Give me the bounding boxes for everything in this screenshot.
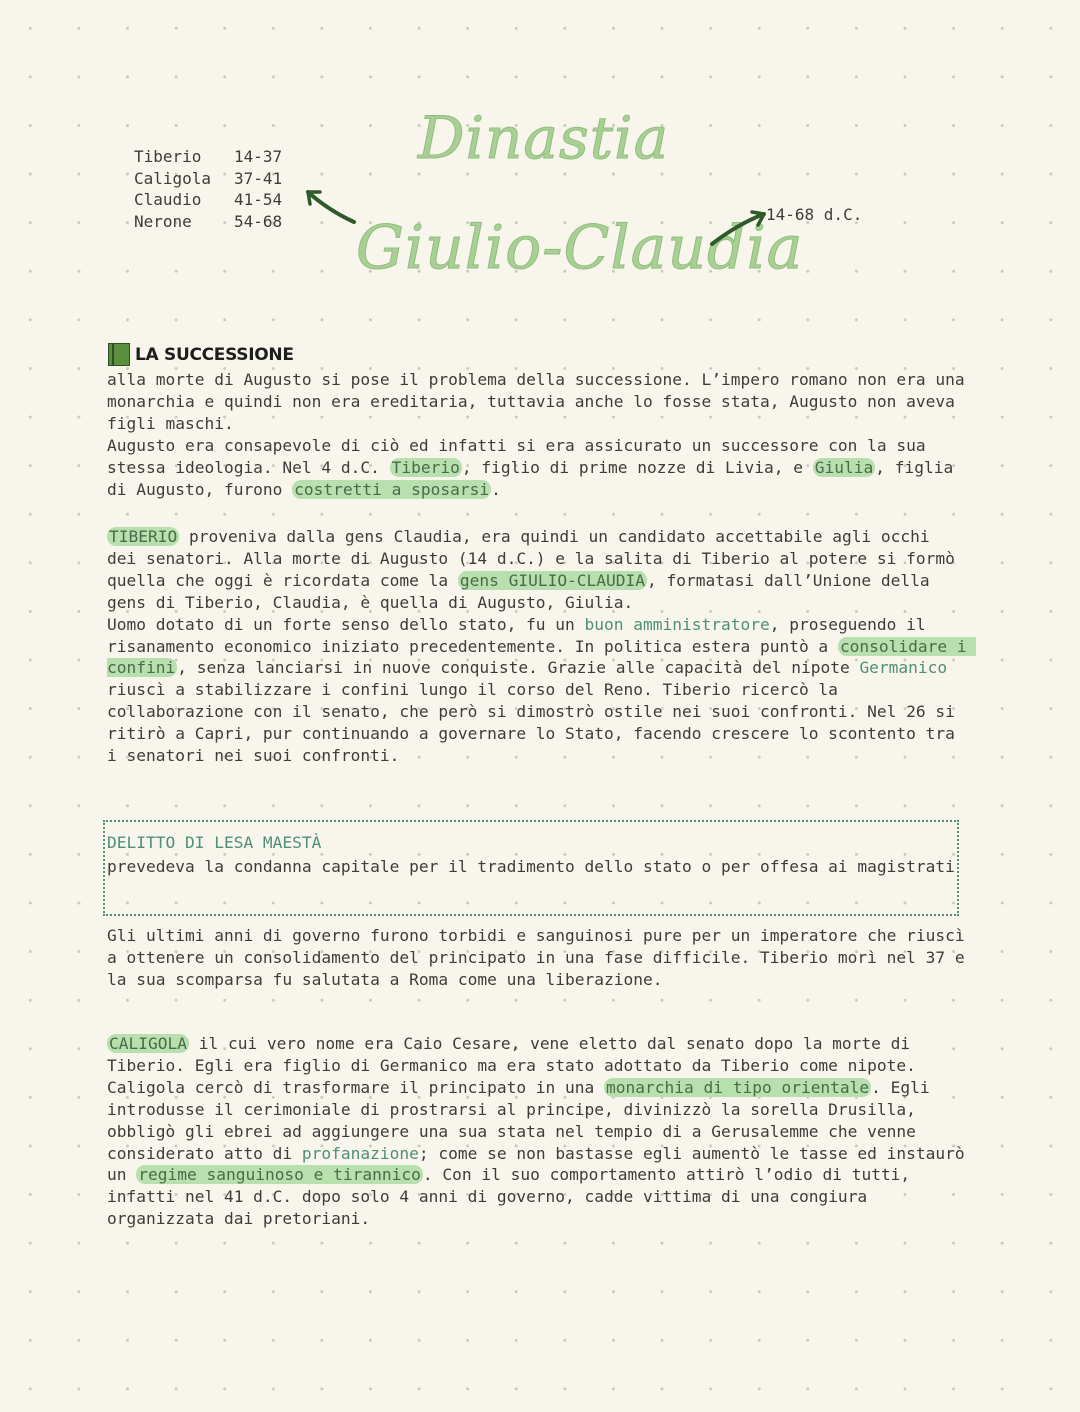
date-range: 14-68 d.C.: [766, 205, 863, 224]
highlight-tiberio: Tiberio: [391, 457, 460, 477]
green-term: profanazione: [301, 1143, 419, 1163]
highlight-marriage: costretti a sposarsi: [294, 479, 490, 499]
arrow-left-icon: [298, 180, 362, 228]
highlight-gens: gens GIULIO-CLAUDIA: [459, 570, 646, 590]
reign-row: [134, 211, 282, 233]
paragraph-text: . Con il suo comportamento attirò l’odio di tutti, infatti nel 41 d.C. dopo solo 4 anni di governo, cadde vittima di una congiura organizzata dai pretoriani.: [107, 1165, 920, 1229]
paragraph-text: .: [491, 479, 501, 499]
section-heading: [108, 343, 294, 366]
green-term: buon amministratore: [584, 614, 770, 634]
paragraph-tiberio: [107, 526, 977, 767]
paragraph-text: alla morte di Augusto si pose il problema della successione. L’impero romano non era una monarchia e quindi non era ereditaria, tuttavia anche lo fosse stata, Augusto non aveva figli maschi. Augusto era consapevole di ciò ed infatti si era assicurato un successore con la sua stessa ideologia. Nel 4 d.C.: [107, 370, 965, 477]
definition-box: [103, 820, 959, 916]
paragraph-text: , figlia di Augusto, furono: [107, 457, 963, 499]
paragraph-text: , formatasi dall’Unione della gens di Tiberio, Claudia, è quella di Augusto, Giulia. Uomo dotato di un forte senso dello stato, fu un: [107, 570, 930, 634]
paragraph-text: proveniva dalla gens Claudia, era quindi un candidato accettabile agli occhi dei senatori. Alla morte di Augusto (14 d.C.) e la salita di Tiberio al potere si formò quella che oggi è ricordata come la: [107, 527, 965, 590]
paragraph-text: riuscì a stabilizzare i confini lungo il corso del Reno. Tiberio ricercò la collaborazione con il senato, che però si dimostrò ostile nei suoi confronti. Nel 26 si ritirò a Capri, pur continuando a governare lo Stato, facendo crescere lo scontento tra i senatori nei suoi confronti.: [107, 658, 965, 766]
paragraph-text: . Egli introdusse il cerimoniale di prostrarsi al principe, divinizzò la sorella Drusilla, obbligò gli ebrei ad aggiungere una sua stata nel tempio di a Gerusalemme che venne considerato atto di: [107, 1077, 940, 1163]
reign-name: Tiberio: [134, 147, 202, 166]
reign-row: [134, 189, 282, 211]
reign-list: [134, 146, 282, 232]
reign-years: 41-54: [234, 190, 283, 210]
paragraph-text: il cui vero nome era Caio Cesare, vene eletto dal senato dopo la morte di Tiberio. Egli era figlio di Germanico ma era stato adottato da Tiberio come nipote. Caligola cercò di trasformare il principato in una: [107, 1034, 926, 1097]
paragraph-text: , figlio di prime nozze di Livia, e: [461, 457, 813, 477]
paragraph-text: ; come se non bastasse egli aumentò le tasse ed instaurò un: [107, 1143, 975, 1185]
paragraph-text: Gli ultimi anni di governo furono torbidi e sanguinosi pure per un imperatore che riuscì a ottenere un consolidamento del principato in una fase difficile. Tiberio morì nel 37 e la sua scomparsa fu salutata a Roma come una liberazione.: [107, 926, 975, 989]
definition-text: prevedeva la condanna capitale per il tradimento dello stato o per offesa ai magistrati: [107, 857, 955, 876]
highlight-monarchia: monarchia di tipo orientale: [606, 1077, 870, 1097]
section-title: LA SUCCESSIONE: [135, 344, 294, 365]
highlight-giulia: Giulia: [814, 457, 874, 477]
reign-name: Claudio: [134, 190, 202, 210]
reign-name: Nerone: [134, 211, 192, 231]
reign-row: [134, 146, 282, 168]
paragraph-text: , proseguendo il risanamento economico iniziato precedentemente. In politica estera puntò a: [107, 614, 936, 656]
title-dinastia: Dinastia: [418, 104, 670, 172]
highlight-confini: consolidare i confini: [107, 636, 977, 678]
highlight-regime: regime sanguinoso e tirannico: [138, 1165, 421, 1185]
paragraph-caligola: [107, 1033, 975, 1230]
definition-title: DELITTO DI LESA MAESTÀ: [107, 833, 322, 852]
reign-years: 54-68: [234, 211, 283, 231]
highlight-tiberio-heading: TIBERIO: [109, 527, 178, 546]
reign-row: [134, 168, 282, 190]
reign-name: Caligola: [134, 168, 212, 188]
reign-years: 37-41: [234, 168, 283, 188]
arrow-right-icon: [708, 204, 772, 250]
green-term: Germanico: [859, 658, 948, 678]
paragraph-succession: [107, 369, 967, 500]
reign-years: 14-37: [234, 147, 283, 166]
title-giulio-claudia: Giulio-Claudia: [356, 213, 804, 283]
paragraph-text: , senza lanciarsi in nuove conquiste. Grazie alle capacità del nipote: [177, 658, 860, 678]
book-icon: [108, 343, 130, 366]
paragraph-last-years: [107, 925, 975, 991]
highlight-caligola: CALIGOLA: [109, 1034, 187, 1053]
